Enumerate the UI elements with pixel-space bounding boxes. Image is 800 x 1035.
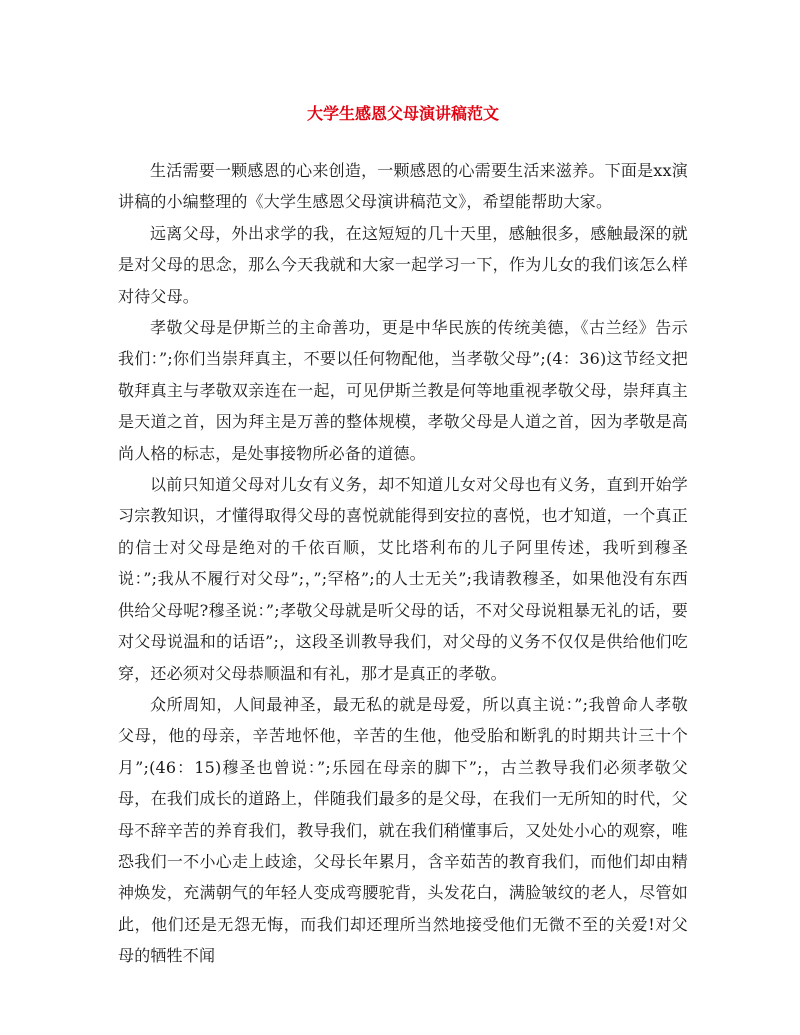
paragraph-1: 生活需要一颗感恩的心来创造，一颗感恩的心需要生活来滋养。下面是xx演讲稿的小编整理的《大学生感恩父母演讲稿范文》，希望能帮助大家。 [118, 161, 688, 212]
document-body [118, 155, 688, 972]
paragraph-4: 以前只知道父母对儿女有义务，却不知道儿女对父母也有义务，直到开始学习宗教知识，才懂得取得父母的喜悦就能得到安拉的喜悦，也才知道，一个真正的信士对父母是绝对的千依百顺，艾比塔利布的儿子阿里传述，我听到穆圣说：”;我从不履行对父母”;，”;罕格”;的人士无关”;我请教穆圣，如果他没有东西供给父母呢?穆圣说：”;孝敬父母就是听父母的话，不对父母说粗暴无礼的话，要对父母说温和的话语”;，这段圣训教导我们，对父母的义务不仅仅是供给他们吃穿，还必须对父母恭顺温和有礼，那才是真正的孝敬。 [118, 475, 688, 683]
paragraph-5: 众所周知，人间最神圣，最无私的就是母爱，所以真主说：”;我曾命人孝敬父母，他的母亲，辛苦地怀他，辛苦的生他，他受胎和断乳的时期共计三十个月”;(46：15)穆圣也曾说：”;乐园在母亲的脚下”;，古兰教导我们必须孝敬父母，在我们成长的道路上，伴随我们最多的是父母，在我们一无所知的时代，父母不辞辛苦的养育我们，教导我们，就在我们稍懂事后，又处处小心的观察，唯恐我们一不小心走上歧途，父母长年累月，含辛茹苦的教育我们，而他们却由精神焕发，充满朝气的年轻人变成弯腰驼背，头发花白，满脸皱纹的老人，尽管如此，他们还是无怨无悔，而我们却还理所当然地接受他们无微不至的关爱!对父母的牺牲不闻 [118, 694, 688, 966]
paragraph-3: 孝敬父母是伊斯兰的主命善功，更是中华民族的传统美德，《古兰经》告示我们：”;你们当崇拜真主，不要以任何物配他，当孝敬父母”;(4：36)这节经文把敬拜真主与孝敬双亲连在一起，可见伊斯兰教是何等地重视孝敬父母，崇拜真主是天道之首，因为拜主是万善的整体规模，孝敬父母是人道之首，因为孝敬是高尚人格的标志，是处事接物所必备的道德。 [118, 318, 688, 463]
document-title: 大学生感恩父母演讲稿范文 [306, 104, 499, 123]
paragraph-2: 远离父母，外出求学的我，在这短短的几十天里，感触很多，感触最深的就是对父母的思念，那么今天我就和大家一起学习一下，作为儿女的我们该怎么样对待父母。 [118, 223, 688, 306]
